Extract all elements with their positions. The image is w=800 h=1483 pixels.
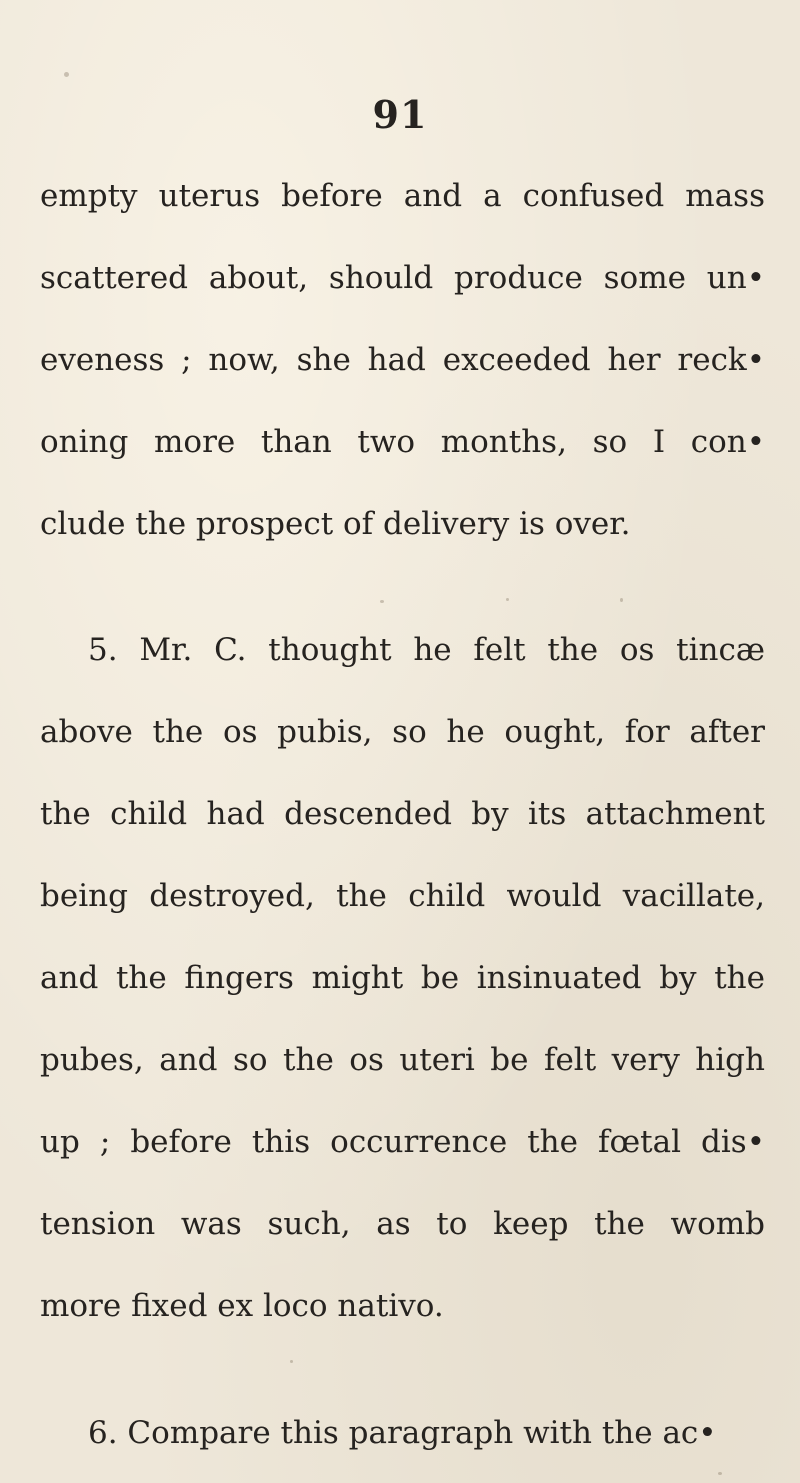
text-line: up ; before this occurrence the fœtal dis• xyxy=(40,1124,765,1160)
text-line: being destroyed, the child would vacillate, xyxy=(40,878,765,914)
page-number: 91 xyxy=(372,92,428,137)
paper-speck xyxy=(290,1360,293,1363)
text-line: 5. Mr. C. thought he felt the os tincæ xyxy=(88,632,765,668)
text-line: tension was such, as to keep the womb xyxy=(40,1206,765,1242)
text-line: oning more than two months, so I con• xyxy=(40,424,765,460)
text-line: pubes, and so the os uteri be felt very high xyxy=(40,1042,765,1078)
text-line: more fixed ex loco nativo. xyxy=(40,1288,444,1324)
text-line: above the os pubis, so he ought, for after xyxy=(40,714,765,750)
text-line: clude the prospect of delivery is over. xyxy=(40,506,631,542)
paper-speck xyxy=(718,1472,722,1475)
paper-speck xyxy=(64,72,69,77)
paper-speck xyxy=(620,598,623,602)
text-line: eveness ; now, she had exceeded her reck• xyxy=(40,342,765,378)
text-line: and the fingers might be insinuated by the xyxy=(40,960,765,996)
paper-speck xyxy=(506,598,509,601)
text-line: empty uterus before and a confused mass xyxy=(40,178,765,214)
paper-speck xyxy=(380,600,384,603)
text-line: the child had descended by its attachment xyxy=(40,796,765,832)
text-line: 6. Compare this paragraph with the ac• xyxy=(88,1415,717,1451)
text-line: scattered about, should produce some un• xyxy=(40,260,765,296)
